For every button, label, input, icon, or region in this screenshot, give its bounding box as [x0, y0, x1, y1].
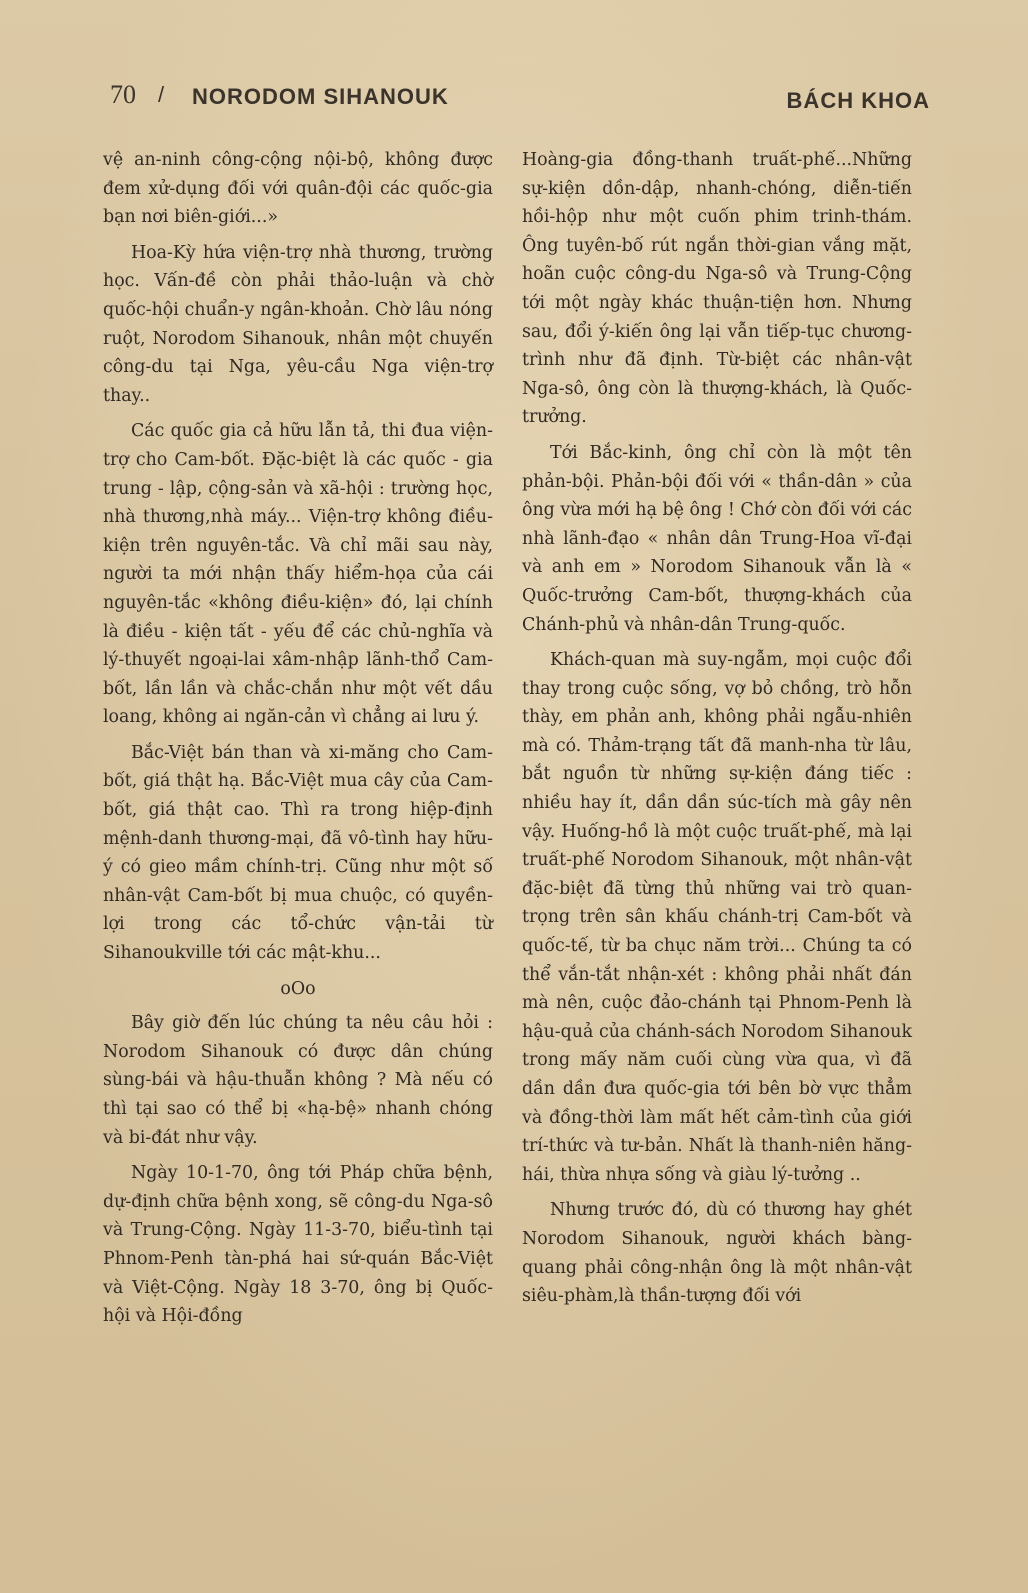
running-head-author: NORODOM SIHANOUK [192, 84, 449, 109]
paragraph: Tới Bắc-kinh, ông chỉ còn là một tên phản-bội. Phản-bội đối với « thần-dân » của ông vừa mới hạ bệ ông ! Chớ còn đối với các nhà lãnh-đạo « nhân dân Trung-Hoa vĩ-đại và anh em » Norodom Sihanouk vẫn là « Quốc-trưởng Cam-bốt, thượng-khách của Chánh-phủ và nhân-dân Trung-quốc. [522, 442, 912, 635]
paragraph: Khách-quan mà suy-ngẫm, mọi cuộc đổi thay trong cuộc sống, vợ bỏ chồng, trò hỗn thày, em phản anh, không phải ngẫu-nhiên mà có. Thảm-trạng tất đã manh-nha từ lâu, bắt nguồn từ những sự-kiện đáng tiếc : nhiều hay ít, dần dần súc-tích mà gây nên vậy. Huống-hồ là một cuộc truất-phế, mà lại truất-phế Norodom Sihanouk, một nhân-vật đặc-biệt đã từng thủ những vai trò quan-trọng trên sân khấu chánh-trị Cam-bốt và quốc-tế, từ ba chục năm trời... Chúng ta có thể vắn-tắt nhận-xét : không phải nhất đán mà nên, cuộc đảo-chánh tại Phnom-Penh là hậu-quả của chánh-sách Norodom Sihanouk trong mấy năm cuối cùng vừa qua, vì đã dần dần đưa quốc-gia tới bên bờ vực thẳm và đồng-thời làm mất hết cảm-tình của giới trí-thức và tư-bản. Nhất là thanh-niên hăng-hái, thừa nhựa sống và giàu lý-tưởng .. [522, 650, 912, 1185]
header-separator: / [158, 82, 166, 107]
left-column [103, 146, 493, 1338]
paragraph: Ngày 10-1-70, ông tới Pháp chữa bệnh, dự-định chữa bệnh xong, sẽ công-du Nga-sô và Trung-Cộng. Ngày 11-3-70, biểu-tình tại Phnom-Penh tàn-phá hai sứ-quán Bắc-Việt và Việt-Cộng. Ngày 18 3-70, ông bị Quốc-hội và Hội-đồng [103, 1163, 493, 1327]
paragraph: Hoa-Kỳ hứa viện-trợ nhà thương, trường học. Vấn-đề còn phải thảo-luận và chờ quốc-hội chuẩn-y ngân-khoản. Chờ lâu nóng ruột, Norodom Sihanouk, nhân một chuyến công-du tại Nga, yêu-cầu Nga viện-trợ thay.. [103, 242, 493, 406]
paragraph: Các quốc gia cả hữu lẫn tả, thi đua viện-trợ cho Cam-bốt. Đặc-biệt là các quốc - gia trung - lập, cộng-sản và xã-hội : trường học, nhà thương,nhà máy... Viện-trợ không điều-kiện trên nguyên-tắc. Và chỉ mãi sau này, người ta mới nhận thấy hiểm-họa của cái nguyên-tắc «không điều-kiện» đó, lại chính là điều - kiện tất - yếu để các chủ-nghĩa và lý-thuyết ngoại-lai xâm-nhập lãnh-thổ Cam-bốt, lần lần và chắc-chắn như một vết dầu loang, không ai ngăn-cản vì chẳng ai lưu ý. [103, 421, 493, 728]
paragraph: Nhưng trước đó, dù có thương hay ghét Norodom Sihanouk, người khách bàng-quang phải công-nhận ông là một nhân-vật siêu-phàm,là thần-tượng đối với [522, 1200, 912, 1307]
paragraph: Bắc-Việt bán than và xi-măng cho Cam-bốt, giá thật hạ. Bắc-Việt mua cây của Cam-bốt, giá thật cao. Thì ra trong hiệp-định mệnh-danh thương-mại, đã vô-tình hay hữu-ý có gieo mầm chính-trị. Cũng như một số nhân-vật Cam-bốt bị mua chuộc, có quyền-lợi trong các tổ-chức vận-tải từ Sihanoukville tới các mật-khu... [103, 742, 493, 964]
right-column [522, 146, 912, 1318]
page-number: 70 [110, 80, 136, 109]
paragraph: Hoàng-gia đồng-thanh truất-phế...Những sự-kiện dồn-dập, nhanh-chóng, diễn-tiến hồi-hộp như một cuốn phim trinh-thám. Ông tuyên-bố rút ngắn thời-gian vắng mặt, hoãn cuộc công-du Nga-sô và Trung-Cộng tới một ngày khác thuận-tiện hơn. Nhưng sau, đổi ý-kiến ông lại vẫn tiếp-tục chương-trình như đã định. Từ-biệt các nhân-vật Nga-sô, ông còn là thượng-khách, là Quốc-trưởng. [522, 150, 912, 428]
paragraph: vệ an-ninh công-cộng nội-bộ, không được đem xử-dụng đối với quân-đội các quốc-gia bạn nơi biên-giới...» [103, 150, 493, 228]
running-head-journal: BÁCH KHOA [786, 88, 930, 113]
page-header [110, 80, 930, 114]
section-divider: oOo [280, 978, 316, 999]
paragraph: Bây giờ đến lúc chúng ta nêu câu hỏi : Norodom Sihanouk có được dân chúng sùng-bái và hậu-thuẫn không ? Mà nếu có thì tại sao có thể bị «hạ-bệ» nhanh chóng và bi-đát như vậy. [103, 1013, 493, 1148]
